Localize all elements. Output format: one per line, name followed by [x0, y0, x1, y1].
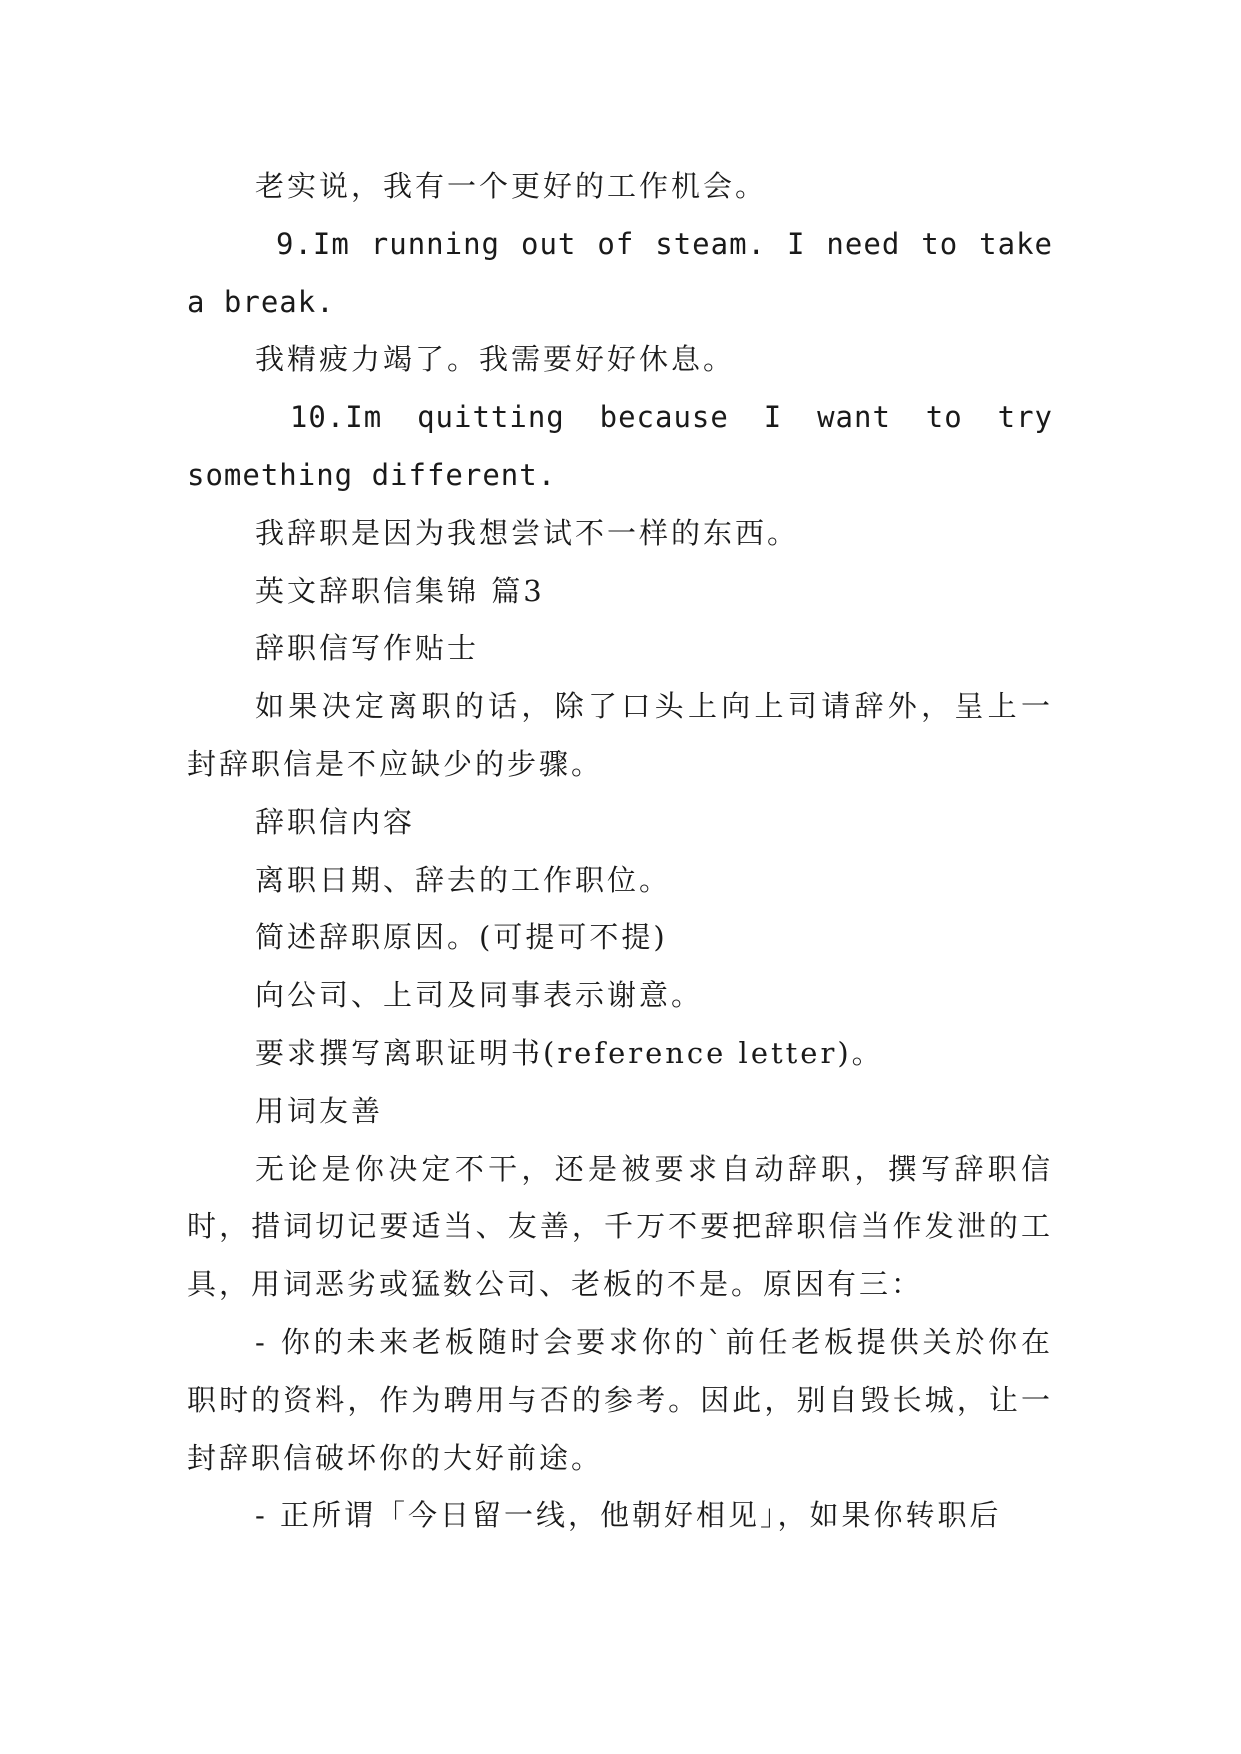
paragraph-reason-one: - 你的未来老板随时会要求你的`前任老板提供关於你在职时的资料，作为聘用与否的参考。因此，别自毁长城，让一封辞职信破坏你的大好前途。: [187, 1324, 1053, 1475]
list-item-thanks: 向公司、上司及同事表示谢意。: [255, 978, 704, 1013]
subheading-friendly-wording: 用词友善: [255, 1093, 384, 1128]
list-item-reference-letter: 要求撰写离职证明书(reference letter)。: [255, 1035, 884, 1070]
list-item-reason: 简述辞职原因。(可提可不提): [255, 920, 668, 955]
paragraph-item-9-chinese: 我精疲力竭了。我需要好好休息。: [255, 342, 736, 377]
document-body: [187, 158, 1072, 1545]
paragraph-resignation-step: 如果决定离职的话，除了口头上向上司请辞外，呈上一封辞职信是不应缺少的步骤。: [187, 689, 1053, 781]
subheading-letter-content: 辞职信内容: [255, 804, 416, 839]
paragraph-item-10-english: 10.Im quitting because I want to try something different.: [187, 400, 1072, 492]
subheading-writing-tips: 辞职信写作贴士: [255, 631, 480, 666]
paragraph-better-job-offer: 老实说，我有一个更好的工作机会。: [255, 169, 768, 203]
section-heading-part-3: 英文辞职信集锦 篇3: [255, 573, 545, 608]
list-item-date-position: 离职日期、辞去的工作职位。: [255, 862, 672, 897]
paragraph-reason-two: - 正所谓「今日留一线，他朝好相见」，如果你转职后: [255, 1498, 1002, 1533]
paragraph-item-10-chinese: 我辞职是因为我想尝试不一样的东西。: [255, 515, 800, 550]
paragraph-item-9-english: 9.Im running out of steam. I need to take a break.: [187, 226, 1072, 319]
paragraph-friendly-wording: 无论是你决定不干，还是被要求自动辞职，撰写辞职信时，措词切记要适当、友善，千万不要把辞职信当作发泄的工具，用词恶劣或猛数公司、老板的不是。原因有三：: [187, 1151, 1053, 1302]
